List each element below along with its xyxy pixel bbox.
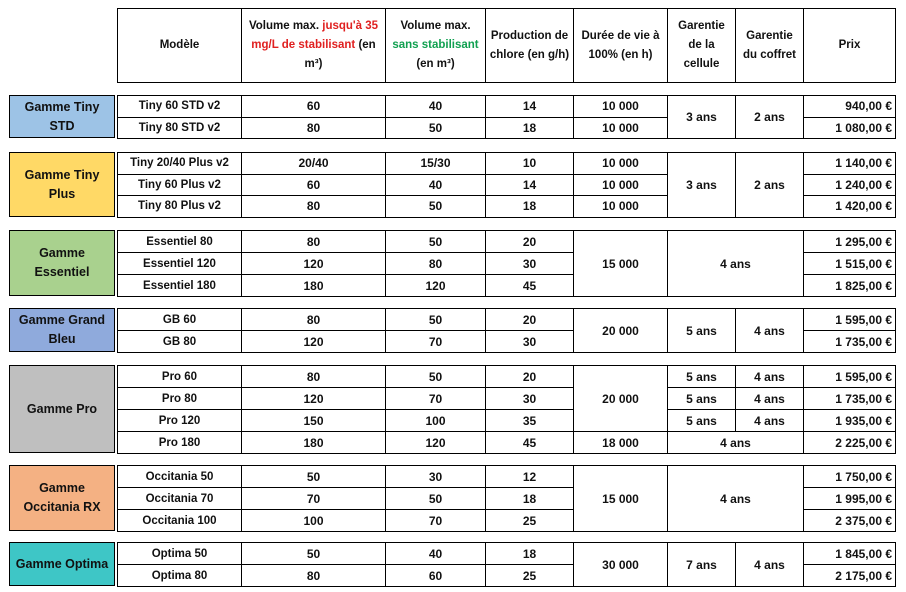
volume-nostab-cell: 120 xyxy=(386,432,486,454)
volume-nostab-cell: 70 xyxy=(386,331,486,353)
price-cell: 940,00 € xyxy=(804,96,896,118)
duree-cell: 18 000 xyxy=(574,432,668,454)
duree-cell: 15 000 xyxy=(574,466,668,532)
volume-nostab-cell: 120 xyxy=(386,275,486,297)
header-chlore: Production de chlore (en g/h) xyxy=(486,9,574,83)
duree-cell: 10 000 xyxy=(574,196,668,218)
garantie-coffret-cell: 4 ans xyxy=(736,366,804,388)
header-prix: Prix xyxy=(804,9,896,83)
model-cell: Pro 120 xyxy=(118,410,242,432)
header-garantie-cellule: Garentie de la cellule xyxy=(668,9,736,83)
model-cell: Pro 180 xyxy=(118,432,242,454)
volume-nostab-cell: 70 xyxy=(386,510,486,532)
duree-cell: 20 000 xyxy=(574,309,668,353)
duree-cell: 10 000 xyxy=(574,117,668,139)
price-cell: 1 750,00 € xyxy=(804,466,896,488)
chlore-cell: 18 xyxy=(486,488,574,510)
model-cell: Pro 60 xyxy=(118,366,242,388)
volume-nostab-cell: 80 xyxy=(386,253,486,275)
garantie-cellule-cell: 5 ans xyxy=(668,410,736,432)
price-cell: 1 935,00 € xyxy=(804,410,896,432)
chlore-cell: 30 xyxy=(486,253,574,275)
volume-stab-cell: 120 xyxy=(242,253,386,275)
volume-nostab-cell: 40 xyxy=(386,96,486,118)
model-cell: Optima 80 xyxy=(118,565,242,587)
model-cell: GB 60 xyxy=(118,309,242,331)
header-volume-sans-stabilisant: Volume max. sans stabilisant (en m³) xyxy=(386,9,486,83)
chlore-cell: 20 xyxy=(486,309,574,331)
chlore-cell: 20 xyxy=(486,366,574,388)
duree-cell: 15 000 xyxy=(574,231,668,297)
volume-stab-cell: 80 xyxy=(242,366,386,388)
header-garantie-coffret: Garentie du coffret xyxy=(736,9,804,83)
price-cell: 1 080,00 € xyxy=(804,117,896,139)
garantie-cellule-cell: 5 ans xyxy=(668,309,736,353)
chlore-cell: 25 xyxy=(486,565,574,587)
group-table-essentiel xyxy=(117,230,896,297)
chlore-cell: 10 xyxy=(486,153,574,175)
header-volume-stabilisant: Volume max. jusqu'à 35 mg/L de stabilisant (en m³) xyxy=(242,9,386,83)
garantie-cellule-cell: 3 ans xyxy=(668,153,736,218)
volume-nostab-cell: 50 xyxy=(386,366,486,388)
group-table-pro xyxy=(117,365,896,454)
volume-stab-cell: 70 xyxy=(242,488,386,510)
header-duree: Durée de vie à 100% (en h) xyxy=(574,9,668,83)
volume-stab-cell: 80 xyxy=(242,231,386,253)
volume-nostab-cell: 40 xyxy=(386,174,486,196)
group-table-grand-bleu xyxy=(117,308,896,353)
volume-stab-cell: 50 xyxy=(242,466,386,488)
chlore-cell: 12 xyxy=(486,466,574,488)
volume-nostab-cell: 70 xyxy=(386,388,486,410)
group-label-tiny-plus: Gamme Tiny Plus xyxy=(9,152,115,217)
duree-cell: 10 000 xyxy=(574,96,668,118)
garantie-cell: 4 ans xyxy=(668,231,804,297)
model-cell: Pro 80 xyxy=(118,388,242,410)
group-table-optima xyxy=(117,542,896,587)
chlore-cell: 25 xyxy=(486,510,574,532)
price-cell: 1 140,00 € xyxy=(804,153,896,175)
group-label-grand-bleu: Gamme Grand Bleu xyxy=(9,308,115,352)
model-cell: Optima 50 xyxy=(118,543,242,565)
chlore-cell: 14 xyxy=(486,96,574,118)
group-table-tiny-plus xyxy=(117,152,896,218)
model-cell: GB 80 xyxy=(118,331,242,353)
model-cell: Tiny 60 Plus v2 xyxy=(118,174,242,196)
garantie-cell: 4 ans xyxy=(668,432,804,454)
group-label-occitania-rx: Gamme Occitania RX xyxy=(9,465,115,531)
model-cell: Essentiel 80 xyxy=(118,231,242,253)
volume-stab-cell: 150 xyxy=(242,410,386,432)
chlore-cell: 45 xyxy=(486,275,574,297)
header-row xyxy=(117,8,896,83)
duree-cell: 10 000 xyxy=(574,174,668,196)
price-cell: 1 420,00 € xyxy=(804,196,896,218)
volume-nostab-cell: 50 xyxy=(386,196,486,218)
garantie-cellule-cell: 3 ans xyxy=(668,96,736,139)
volume-stab-cell: 80 xyxy=(242,309,386,331)
model-cell: Occitania 50 xyxy=(118,466,242,488)
volume-stab-cell: 80 xyxy=(242,565,386,587)
header-green-text: sans stabilisant xyxy=(392,39,479,51)
garantie-cellule-cell: 5 ans xyxy=(668,366,736,388)
chlore-cell: 20 xyxy=(486,231,574,253)
model-cell: Tiny 80 STD v2 xyxy=(118,117,242,139)
garantie-coffret-cell: 4 ans xyxy=(736,309,804,353)
volume-stab-cell: 180 xyxy=(242,275,386,297)
garantie-cell: 4 ans xyxy=(668,466,804,532)
volume-stab-cell: 120 xyxy=(242,331,386,353)
volume-stab-cell: 80 xyxy=(242,117,386,139)
chlore-cell: 30 xyxy=(486,331,574,353)
volume-nostab-cell: 50 xyxy=(386,231,486,253)
chlore-cell: 18 xyxy=(486,543,574,565)
duree-cell: 20 000 xyxy=(574,366,668,432)
garantie-coffret-cell: 4 ans xyxy=(736,388,804,410)
volume-stab-cell: 80 xyxy=(242,196,386,218)
model-cell: Occitania 100 xyxy=(118,510,242,532)
header-model: Modèle xyxy=(118,9,242,83)
model-cell: Essentiel 180 xyxy=(118,275,242,297)
volume-stab-cell: 120 xyxy=(242,388,386,410)
header-red-text: jusqu'à 35 mg/L de stabilisant xyxy=(251,20,379,51)
volume-stab-cell: 60 xyxy=(242,96,386,118)
price-cell: 1 515,00 € xyxy=(804,253,896,275)
garantie-cellule-cell: 7 ans xyxy=(668,543,736,587)
model-cell: Tiny 80 Plus v2 xyxy=(118,196,242,218)
price-cell: 1 595,00 € xyxy=(804,366,896,388)
price-cell: 1 825,00 € xyxy=(804,275,896,297)
volume-nostab-cell: 50 xyxy=(386,309,486,331)
volume-nostab-cell: 15/30 xyxy=(386,153,486,175)
volume-nostab-cell: 40 xyxy=(386,543,486,565)
group-label-optima: Gamme Optima xyxy=(9,542,115,586)
price-cell: 1 295,00 € xyxy=(804,231,896,253)
volume-stab-cell: 50 xyxy=(242,543,386,565)
price-cell: 2 225,00 € xyxy=(804,432,896,454)
garantie-coffret-cell: 4 ans xyxy=(736,410,804,432)
duree-cell: 10 000 xyxy=(574,153,668,175)
price-cell: 2 375,00 € xyxy=(804,510,896,532)
group-label-pro: Gamme Pro xyxy=(9,365,115,453)
volume-nostab-cell: 50 xyxy=(386,117,486,139)
group-label-essentiel: Gamme Essentiel xyxy=(9,230,115,296)
price-cell: 1 595,00 € xyxy=(804,309,896,331)
volume-stab-cell: 100 xyxy=(242,510,386,532)
price-cell: 1 735,00 € xyxy=(804,331,896,353)
model-cell: Essentiel 120 xyxy=(118,253,242,275)
price-cell: 1 240,00 € xyxy=(804,174,896,196)
price-cell: 1 735,00 € xyxy=(804,388,896,410)
garantie-cellule-cell: 5 ans xyxy=(668,388,736,410)
model-cell: Tiny 60 STD v2 xyxy=(118,96,242,118)
model-cell: Occitania 70 xyxy=(118,488,242,510)
chlore-cell: 35 xyxy=(486,410,574,432)
group-table-occitania-rx xyxy=(117,465,896,532)
chlore-cell: 18 xyxy=(486,196,574,218)
volume-nostab-cell: 30 xyxy=(386,466,486,488)
garantie-coffret-cell: 2 ans xyxy=(736,96,804,139)
model-cell: Tiny 20/40 Plus v2 xyxy=(118,153,242,175)
group-label-tiny-std: Gamme Tiny STD xyxy=(9,95,115,138)
chlore-cell: 45 xyxy=(486,432,574,454)
volume-stab-cell: 60 xyxy=(242,174,386,196)
volume-nostab-cell: 50 xyxy=(386,488,486,510)
price-cell: 1 845,00 € xyxy=(804,543,896,565)
chlore-cell: 14 xyxy=(486,174,574,196)
volume-stab-cell: 20/40 xyxy=(242,153,386,175)
volume-nostab-cell: 100 xyxy=(386,410,486,432)
price-cell: 1 995,00 € xyxy=(804,488,896,510)
price-cell: 2 175,00 € xyxy=(804,565,896,587)
chlore-cell: 18 xyxy=(486,117,574,139)
group-table-tiny-std xyxy=(117,95,896,139)
chlore-cell: 30 xyxy=(486,388,574,410)
garantie-coffret-cell: 2 ans xyxy=(736,153,804,218)
duree-cell: 30 000 xyxy=(574,543,668,587)
volume-nostab-cell: 60 xyxy=(386,565,486,587)
garantie-coffret-cell: 4 ans xyxy=(736,543,804,587)
volume-stab-cell: 180 xyxy=(242,432,386,454)
